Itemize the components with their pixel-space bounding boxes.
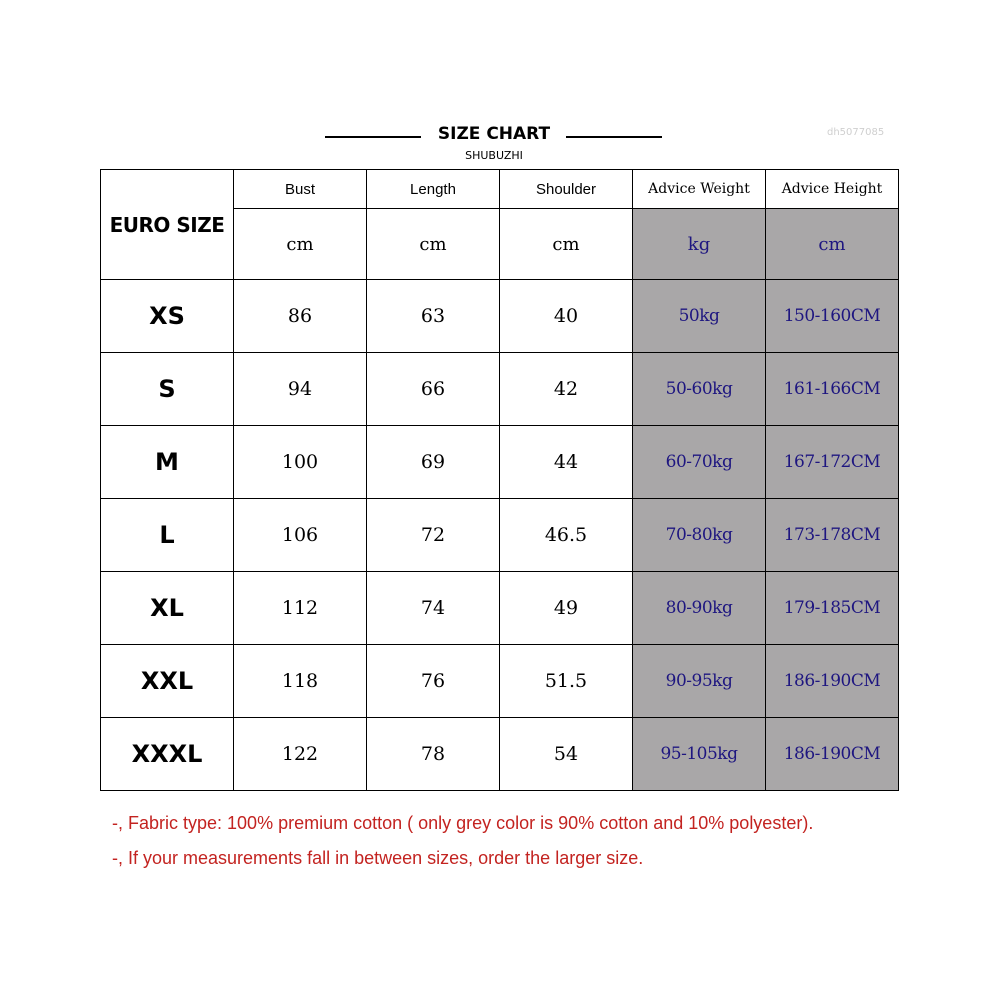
bust-value: 106	[234, 499, 367, 572]
column-header-bust: Bust	[234, 170, 367, 209]
size-label: L	[101, 499, 234, 572]
shoulder-value: 54	[500, 718, 633, 791]
table-header-row	[101, 170, 899, 209]
shoulder-value: 49	[500, 572, 633, 645]
table-row	[101, 280, 899, 353]
length-value: 66	[367, 353, 500, 426]
bust-value: 122	[234, 718, 367, 791]
table-row	[101, 499, 899, 572]
page-title: SIZE CHART	[437, 124, 551, 144]
advice-height-value: 161-166CM	[766, 353, 899, 426]
column-header-shoulder: Shoulder	[500, 170, 633, 209]
length-value: 78	[367, 718, 500, 791]
advice-height-value: 173-178CM	[766, 499, 899, 572]
brand-subtitle: SHUBUZHI	[465, 149, 523, 162]
sizing-advice-note: -, If your measurements fall in between sizes, order the larger size.	[112, 848, 644, 868]
advice-weight-value: 90-95kg	[633, 645, 766, 718]
advice-weight-value: 80-90kg	[633, 572, 766, 645]
length-value: 72	[367, 499, 500, 572]
bust-value: 118	[234, 645, 367, 718]
advice-height-value: 150-160CM	[766, 280, 899, 353]
column-header-advice-weight: Advice Weight	[633, 170, 766, 209]
size-label: XXL	[101, 645, 234, 718]
table-row	[101, 645, 899, 718]
euro-size-header: EURO SIZE	[101, 170, 234, 280]
size-label: XL	[101, 572, 234, 645]
shoulder-value: 46.5	[500, 499, 633, 572]
table-row	[101, 353, 899, 426]
length-value: 69	[367, 426, 500, 499]
shoulder-value: 40	[500, 280, 633, 353]
fabric-note: -, Fabric type: 100% premium cotton ( only grey color is 90% cotton and 10% polyester).	[112, 813, 814, 833]
size-label: M	[101, 426, 234, 499]
advice-height-value: 186-190CM	[766, 645, 899, 718]
length-value: 63	[367, 280, 500, 353]
size-label: S	[101, 353, 234, 426]
table-row	[101, 426, 899, 499]
unit-bust: cm	[234, 209, 367, 280]
column-header-length: Length	[367, 170, 500, 209]
advice-height-value: 186-190CM	[766, 718, 899, 791]
title-rule-right	[566, 136, 662, 138]
length-value: 74	[367, 572, 500, 645]
table-row	[101, 572, 899, 645]
advice-weight-value: 60-70kg	[633, 426, 766, 499]
unit-advice-weight: kg	[633, 209, 766, 280]
watermark: dh5077085	[827, 127, 885, 138]
unit-shoulder: cm	[500, 209, 633, 280]
advice-weight-value: 50kg	[633, 280, 766, 353]
bust-value: 112	[234, 572, 367, 645]
shoulder-value: 42	[500, 353, 633, 426]
length-value: 76	[367, 645, 500, 718]
shoulder-value: 44	[500, 426, 633, 499]
size-label: XS	[101, 280, 234, 353]
size-label: XXXL	[101, 718, 234, 791]
advice-weight-value: 50-60kg	[633, 353, 766, 426]
column-header-advice-height: Advice Height	[766, 170, 899, 209]
unit-advice-height: cm	[766, 209, 899, 280]
advice-weight-value: 95-105kg	[633, 718, 766, 791]
advice-weight-value: 70-80kg	[633, 499, 766, 572]
advice-height-value: 179-185CM	[766, 572, 899, 645]
unit-length: cm	[367, 209, 500, 280]
advice-height-value: 167-172CM	[766, 426, 899, 499]
bust-value: 86	[234, 280, 367, 353]
shoulder-value: 51.5	[500, 645, 633, 718]
table-row	[101, 718, 899, 791]
title-rule-left	[325, 136, 421, 138]
bust-value: 100	[234, 426, 367, 499]
size-table	[100, 169, 899, 791]
bust-value: 94	[234, 353, 367, 426]
